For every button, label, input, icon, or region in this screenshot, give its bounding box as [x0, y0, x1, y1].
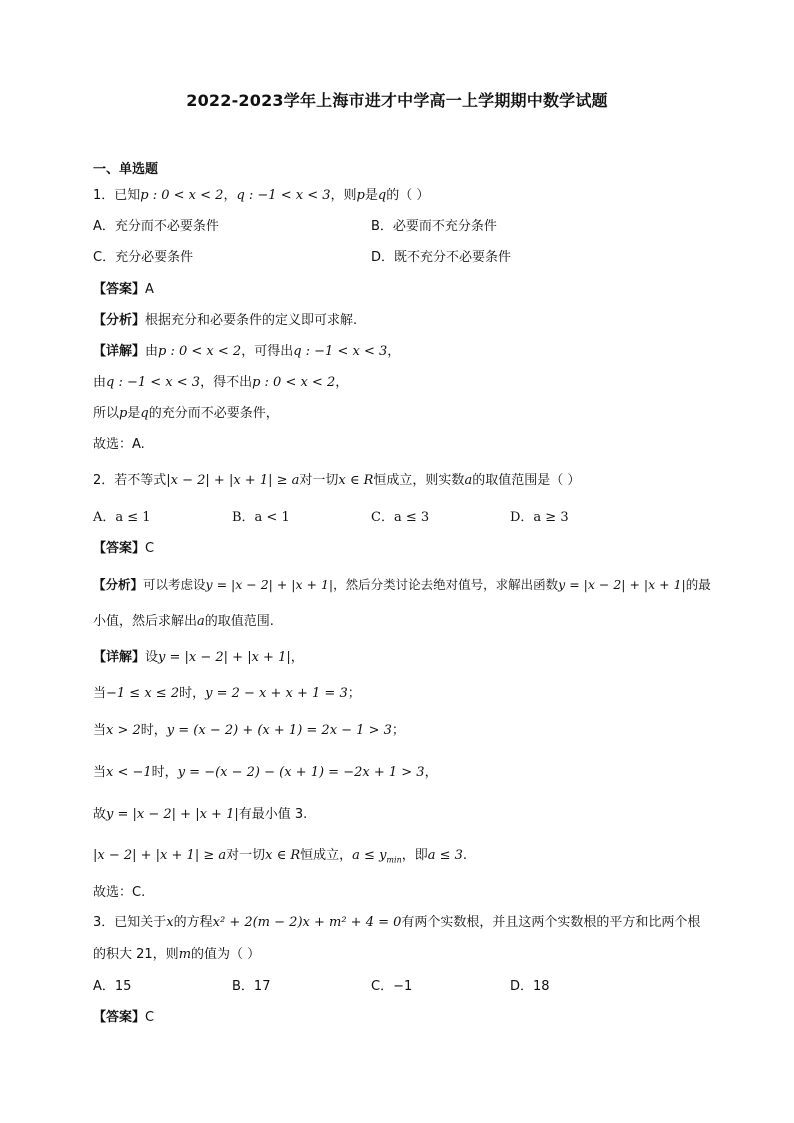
- q2-d6-sub: min: [386, 855, 402, 865]
- q2-d6-domain: x ∈ R: [265, 848, 301, 863]
- q1-stem-end: 的（ ）: [386, 188, 430, 203]
- q1-answer-value: A: [145, 282, 154, 297]
- q2-answer: [93, 539, 154, 559]
- q1-d1-q: q : −1 < x < 3: [293, 344, 388, 359]
- q1-d3-pre: 所以: [93, 406, 120, 421]
- q2-d1-end: ，: [290, 650, 304, 665]
- q2-d5-end: 有最小值 3.: [238, 807, 308, 822]
- q2-d1-pre: 设: [145, 650, 159, 665]
- q1-option-b: B．必要而不充分条件: [371, 219, 497, 234]
- q2-d2-func: y = 2 − x + x + 1 = 3: [205, 686, 348, 701]
- q2-number: 2．若不等式: [93, 473, 167, 488]
- q1-d3-mid: 是: [127, 406, 141, 421]
- q2-d3-mid: 时，: [140, 723, 167, 738]
- q3-stem-line-1: [93, 913, 700, 933]
- q3-l1-end: 有两个实数根，并且这两个实数根的平方和比两个根: [401, 915, 701, 930]
- q3-l2-end: 的值为（ ）: [191, 947, 261, 962]
- q1-analysis: [93, 311, 357, 331]
- q2-detail-line-1: [93, 648, 304, 668]
- q2-detail-line-5: [93, 805, 307, 825]
- q3-stem-line-2: [93, 945, 260, 965]
- page-title: 2022-2023学年上海市进才中学高一上学期期中数学试题: [186, 91, 608, 110]
- q2-detail-line-3: [93, 721, 405, 741]
- q2-var-a: a: [464, 473, 473, 488]
- q2-d5-pre: 故: [93, 807, 107, 822]
- q1-var-p: p: [356, 188, 365, 203]
- q1-cond-p: p : 0 < x < 2: [140, 188, 224, 203]
- q1-is: 是: [364, 188, 378, 203]
- q2-answer-tag: 【答案】: [93, 541, 146, 556]
- q2-d3-func: y = (x − 2) + (x + 1) = 2x − 1 > 3: [166, 723, 392, 738]
- q2-an1-func2: y = |x − 2| + |x + 1|: [558, 577, 686, 592]
- q2-analysis-line-2: [93, 612, 274, 632]
- q1-stem: [93, 186, 429, 206]
- q2-an2-a: a: [197, 614, 205, 629]
- q1-option-a: A．充分而不必要条件: [93, 219, 219, 234]
- q3-answer-tag: 【答案】: [93, 1010, 146, 1025]
- q3-option-a: A．15: [93, 979, 132, 994]
- q1-answer: [93, 280, 154, 300]
- q2-option-b: B．a < 1: [232, 510, 290, 525]
- q2-an2-end: 的取值范围.: [204, 614, 274, 629]
- q3-var-x: x: [166, 915, 174, 930]
- q3-answer-value: C: [145, 1010, 155, 1025]
- q1-d3-q: q: [140, 406, 149, 421]
- q2-d3-cond: x > 2: [106, 723, 141, 738]
- q2-d2-mid: 时，: [179, 686, 206, 701]
- q1-d1-end: ，: [387, 344, 401, 359]
- q2-stem-mid2: 恒成立，则实数: [373, 473, 465, 488]
- q1-sep: ，: [223, 188, 237, 203]
- q1-choose: 故选：A.: [93, 437, 145, 452]
- q2-detail-line-4: [93, 763, 438, 783]
- q1-d1-mid: ，可得出: [241, 344, 294, 359]
- q2-d6-min: a ≤ y: [352, 848, 387, 863]
- q1-var-q: q: [377, 188, 387, 203]
- q3-number: 3．已知关于: [93, 915, 167, 930]
- q2-analysis-tag: 【分析】: [93, 577, 144, 592]
- q1-d2-end: ，: [335, 375, 349, 390]
- q1-d3-end: 的充分而不必要条件，: [148, 406, 279, 421]
- q1-option-d: D．既不充分不必要条件: [371, 250, 512, 265]
- q2-d4-cond: x < −1: [106, 765, 152, 780]
- q2-an2-pre: 小值，然后求解出: [93, 614, 198, 629]
- q3-var-m: m: [178, 947, 192, 962]
- q2-d2-cond: −1 ≤ x ≤ 2: [106, 686, 180, 701]
- q2-stem: [93, 471, 580, 491]
- q1-d2-q: q : −1 < x < 3: [106, 375, 201, 390]
- q1-d2-pre: 由: [93, 375, 107, 390]
- q2-d4-func: y = −(x − 2) − (x + 1) = −2x + 1 > 3: [177, 765, 425, 780]
- q3-answer: [93, 1008, 154, 1028]
- q2-an1-pre: 可以考虑设: [143, 577, 206, 592]
- q2-an1-mid: ，然后分类讨论去绝对值号，求解出函数: [333, 577, 559, 592]
- q1-detail-tag: 【详解】: [93, 344, 146, 359]
- q2-d6-mid2: 恒成立，: [300, 848, 353, 863]
- q1-d1-p: p : 0 < x < 2: [158, 344, 242, 359]
- q2-inequality: |x − 2| + |x + 1| ≥ a: [166, 473, 300, 488]
- q2-d3-pre: 当: [93, 723, 107, 738]
- q2-d2-pre: 当: [93, 686, 107, 701]
- q2-d5-func: y = |x − 2| + |x + 1|: [106, 807, 239, 822]
- q1-detail-line-2: [93, 373, 348, 393]
- q2-option-c: C．a ≤ 3: [371, 510, 430, 525]
- q2-option-d: D．a ≥ 3: [510, 510, 569, 525]
- q1-answer-tag: 【答案】: [93, 282, 146, 297]
- q2-choose: 故选：C.: [93, 885, 146, 900]
- q2-d1-func: y = |x − 2| + |x + 1|: [158, 650, 291, 665]
- q1-d2-p: p : 0 < x < 2: [252, 375, 336, 390]
- q3-l2-pre: 的积大 21，则: [93, 947, 179, 962]
- q2-d4-mid: 时，: [151, 765, 178, 780]
- q2-answer-value: C: [145, 541, 155, 556]
- q2-d6-mid: 对一切: [226, 848, 266, 863]
- q1-number: 1．已知: [93, 188, 141, 203]
- q2-domain: x ∈ R: [338, 473, 374, 488]
- q2-d6-end: .: [462, 848, 468, 863]
- q1-analysis-tag: 【分析】: [93, 313, 146, 328]
- q1-option-c: C．充分必要条件: [93, 250, 194, 265]
- section-heading: 一、单选题: [93, 162, 159, 177]
- q2-option-a: A．a ≤ 1: [93, 510, 151, 525]
- q3-l1-mid: 的方程: [173, 915, 213, 930]
- q3-equation: x² + 2(m − 2)x + m² + 4 = 0: [212, 915, 402, 930]
- q2-an1-func: y = |x − 2| + |x + 1|: [205, 577, 334, 592]
- q2-d3-end: ；: [391, 723, 405, 738]
- q2-stem-end: 的取值范围是（ ）: [472, 473, 581, 488]
- q1-d1-pre: 由: [145, 344, 159, 359]
- q2-detail-tag: 【详解】: [93, 650, 146, 665]
- q2-analysis-line-1: [93, 575, 711, 595]
- q1-detail-line-3: [93, 404, 279, 424]
- q1-d3-p: p: [119, 406, 128, 421]
- q2-detail-line-6: [93, 846, 467, 871]
- q2-d4-end: ，: [424, 765, 438, 780]
- q1-d2-mid: ，得不出: [200, 375, 253, 390]
- q3-option-b: B．17: [232, 979, 271, 994]
- q1-cond-q: q : −1 < x < 3: [236, 188, 331, 203]
- q3-option-c: C．−1: [371, 979, 413, 994]
- q1-detail-line-1: [93, 342, 400, 362]
- q2-an1-end: 的最: [685, 577, 711, 592]
- q3-option-d: D．18: [510, 979, 550, 994]
- q2-detail-line-2: [93, 684, 361, 704]
- q2-d2-end: ；: [347, 686, 361, 701]
- q2-d4-pre: 当: [93, 765, 107, 780]
- q2-stem-mid: 对一切: [299, 473, 339, 488]
- q1-analysis-text: 根据充分和必要条件的定义即可求解.: [145, 313, 358, 328]
- q2-d6-ineq: |x − 2| + |x + 1| ≥ a: [93, 848, 227, 863]
- q1-stem-mid: ，则: [330, 188, 357, 203]
- q2-d6-mid3: ，即: [401, 848, 428, 863]
- q2-d6-result: a ≤ 3: [427, 848, 463, 863]
